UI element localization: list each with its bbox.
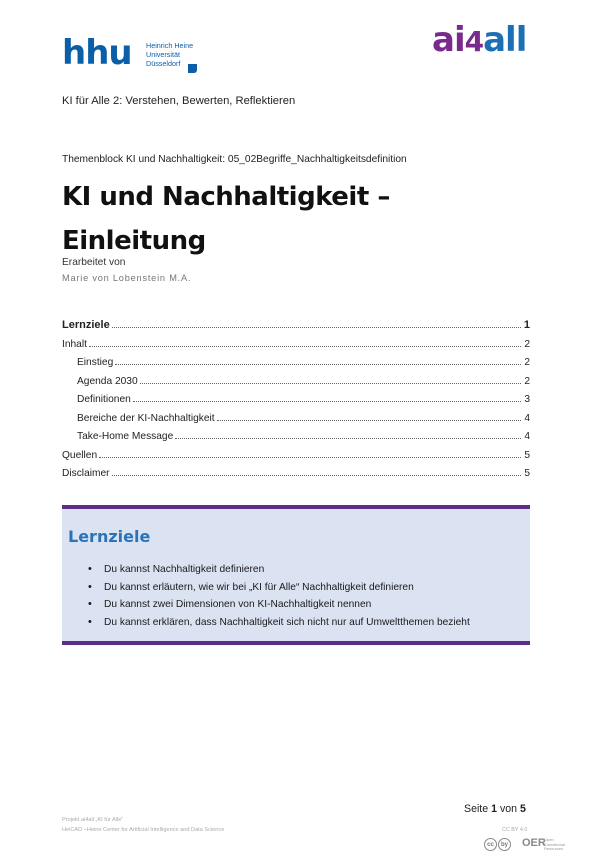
toc-entry-bereiche[interactable]: Bereiche der KI-Nachhaltigkeit 4	[77, 412, 530, 424]
cc-icon: cc	[484, 838, 497, 851]
license-version: CC BY 4.0	[502, 827, 528, 833]
hhu-logo	[62, 33, 202, 74]
theme-line: Themenblock KI und Nachhaltigkeit: 05_02Begriffe_Nachhaltigkeitsdefinition	[62, 154, 407, 165]
learning-goals-list	[82, 561, 470, 631]
footer-project-line: Projekt ai4all „KI für Alle“	[62, 817, 124, 823]
toc-entry-take-home[interactable]: Take-Home Message 4	[77, 431, 530, 442]
footer-center-line: HeiCAD –Heine Center for Artificial Intelligence and Data Science	[62, 827, 225, 833]
oer-logo-mark: OER	[522, 837, 546, 849]
learning-goal-item: • Du kannst Nachhaltigkeit definieren	[82, 561, 470, 579]
learning-goal-item: • Du kannst erläutern, wie wir bei „KI für Alle“ Nachhaltigkeit definieren	[82, 579, 470, 597]
course-title: KI für Alle 2: Verstehen, Bewerten, Reflektieren	[62, 95, 296, 107]
page-number: Seite 1 von 5	[464, 803, 526, 815]
toc-entry-agenda-2030[interactable]: Agenda 2030 2	[77, 375, 530, 387]
toc-entry-definitionen[interactable]: Definitionen 3	[77, 394, 530, 405]
table-of-contents	[62, 310, 530, 479]
toc-entry-quellen[interactable]: Quellen 5	[62, 449, 530, 461]
hhu-logo-mark: hhu	[62, 33, 132, 73]
learning-goals-box	[62, 505, 530, 645]
toc-entry-einstieg[interactable]: Einstieg 2	[77, 357, 530, 368]
ai4all-logo: ai4all	[432, 20, 527, 60]
toc-entry-lernziele[interactable]: Lernziele 1	[62, 319, 530, 331]
oer-logo	[522, 837, 566, 853]
document-title: KI und Nachhaltigkeit – Einleitung	[62, 182, 390, 256]
hhu-logo-text: Heinrich Heine Universität Düsseldorf	[146, 41, 194, 68]
author-label: Erarbeitet von	[62, 257, 126, 268]
learning-goals-title: Lernziele	[68, 527, 151, 546]
toc-entry-disclaimer[interactable]: Disclaimer 5	[62, 468, 530, 479]
toc-entry-inhalt[interactable]: Inhalt 2	[62, 338, 530, 350]
by-icon: by	[498, 838, 511, 851]
hhu-logo-square	[188, 64, 197, 73]
learning-goal-item: • Du kannst erklären, dass Nachhaltigkeit sich nicht nur auf Umweltthemen bezieht	[82, 614, 470, 632]
author-name: Marie von Lobenstein M.A.	[62, 273, 192, 283]
cc-by-license-icon	[484, 837, 512, 853]
learning-goal-item: • Du kannst zwei Dimensionen von KI-Nachhaltigkeit nennen	[82, 596, 470, 614]
oer-logo-text: Open Educational Resources	[544, 837, 565, 852]
